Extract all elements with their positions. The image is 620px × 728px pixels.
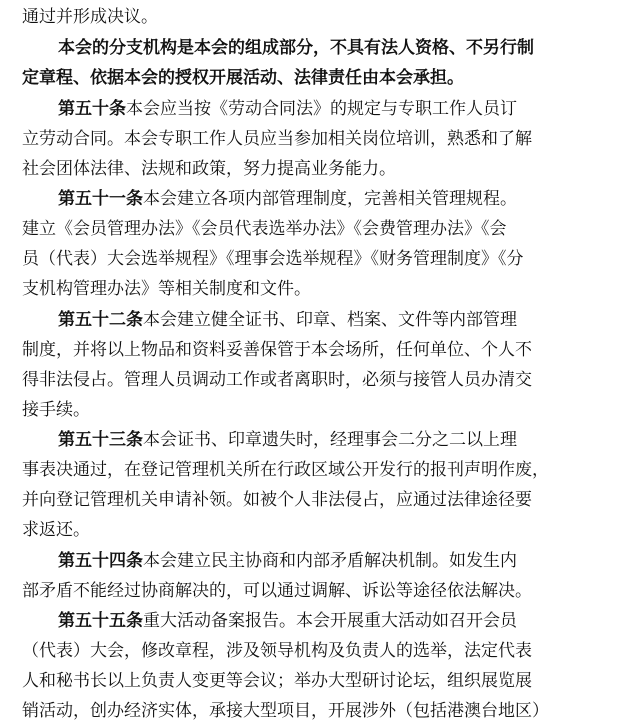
line-text: 支机构管理办法》等相关制度和文件。	[22, 279, 311, 299]
line-text: 本会建立民主协商和内部矛盾解决机制。如发生内	[143, 551, 517, 571]
text-line	[0, 666, 620, 696]
line-text: 并向登记管理机关申请补领。如被个人非法侵占，应通过法律途径要	[22, 490, 532, 510]
line-text: 社会团体法律、法规和政策，努力提高业务能力。	[22, 159, 396, 179]
text-line	[0, 244, 620, 274]
article-51	[0, 184, 620, 214]
line-text: 本会建立健全证书、印章、档案、文件等内部管理	[143, 310, 517, 330]
article-heading: 第五十五条	[58, 611, 143, 631]
line-text: 人和秘书长以上负责人变更等会议；举办大型研讨论坛，组织展览展	[22, 671, 532, 691]
text-line	[0, 154, 620, 184]
text-line	[0, 515, 620, 545]
article-heading: 第五十条	[58, 99, 126, 119]
article-heading: 第五十四条	[58, 551, 143, 571]
text-line	[0, 335, 620, 365]
line-text: 本会应当按《劳动合同法》的规定与专职工作人员订	[126, 99, 517, 119]
article-heading: 第五十二条	[58, 310, 143, 330]
line-text: 销活动，创办经济实体，承接大型项目，开展涉外（包括港澳台地区）	[22, 701, 549, 721]
article-heading: 第五十三条	[58, 430, 143, 450]
text-line	[0, 636, 620, 666]
line-text: 求返还。	[22, 520, 90, 540]
text-line-bold	[0, 63, 620, 93]
text-line	[0, 274, 620, 304]
text-line	[0, 696, 620, 726]
line-text: 定章程、依据本会的授权开展活动、法律责任由本会承担。	[22, 68, 464, 88]
line-text: 接手续。	[22, 400, 90, 420]
text-line	[0, 2, 620, 32]
article-55	[0, 606, 620, 636]
text-line	[0, 365, 620, 395]
line-text: 通过并形成决议。	[22, 7, 158, 27]
line-text: 得非法侵占。管理人员调动工作或者离职时，必须与接管人员办清交	[22, 370, 532, 390]
line-text: 本会的分支机构是本会的组成部分，不具有法人资格、不另行制	[58, 38, 534, 58]
line-text: 本会建立各项内部管理制度，完善相关管理规程。	[143, 189, 517, 209]
article-heading: 第五十一条	[58, 189, 143, 209]
article-50	[0, 94, 620, 124]
article-54	[0, 546, 620, 576]
article-52	[0, 305, 620, 335]
line-text: 建立《会员管理办法》《会员代表选举办法》《会费管理办法》《会	[22, 219, 507, 239]
text-line	[0, 395, 620, 425]
line-text: 立劳动合同。本会专职工作人员应当参加相关岗位培训，熟悉和了解	[22, 129, 532, 149]
text-line-bold	[0, 33, 620, 63]
text-line	[0, 576, 620, 606]
line-text: 重大活动备案报告。本会开展重大活动如召开会员	[143, 611, 517, 631]
line-text: 本会证书、印章遗失时，经理事会二分之二以上理	[143, 430, 517, 450]
line-text: （代表）大会，修改章程，涉及领导机构及负责人的选举，法定代表	[22, 641, 532, 661]
text-line	[0, 124, 620, 154]
line-text: 制度，并将以上物品和资料妥善保管于本会场所，任何单位、个人不	[22, 340, 532, 360]
line-text: 员（代表）大会选举规程》《理事会选举规程》《财务管理制度》《分	[22, 249, 524, 269]
article-53	[0, 425, 620, 455]
line-text: 部矛盾不能经过协商解决的，可以通过调解、诉讼等途径依法解决。	[22, 581, 532, 601]
text-line	[0, 214, 620, 244]
text-line	[0, 485, 620, 515]
text-line	[0, 455, 620, 485]
line-text: 事表决通过，在登记管理机关所在行政区域公开发行的报刊声明作废，	[22, 460, 549, 480]
